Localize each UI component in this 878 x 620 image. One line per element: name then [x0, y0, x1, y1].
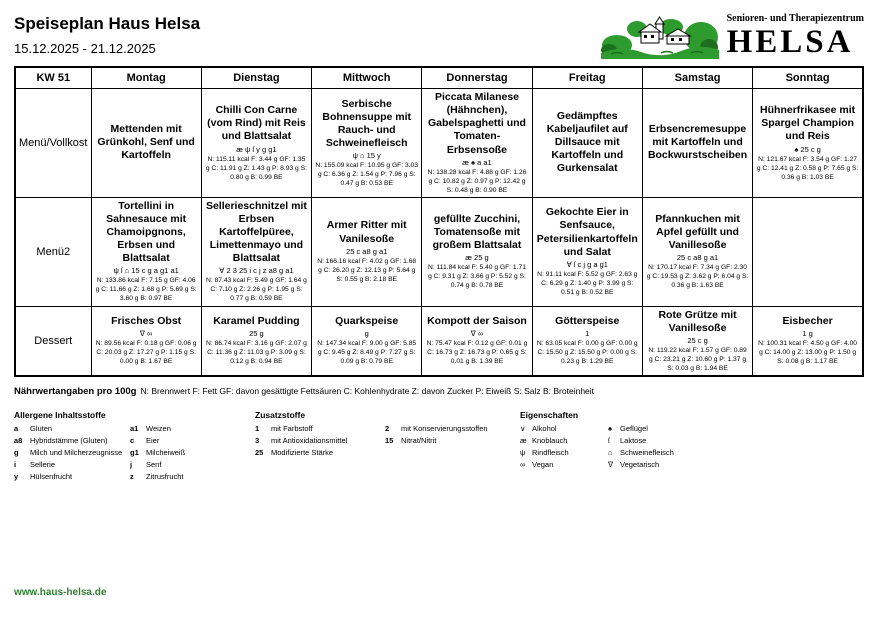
- menu-cell: [312, 306, 422, 376]
- day-header-donnerstag: Donnerstag: [422, 67, 532, 89]
- day-header-dienstag: Dienstag: [201, 67, 311, 89]
- legend-item: [520, 448, 608, 457]
- menu-cell-empty: [753, 197, 863, 306]
- menu-cell: [201, 89, 311, 198]
- legend-label: Geflügel: [620, 423, 648, 433]
- legend-item: [385, 436, 513, 445]
- legend-label: Vegan: [532, 459, 554, 469]
- legend-code: 2: [385, 423, 390, 433]
- nutrition-values: N: 111.84 kcal F: 5.40 g GF: 1.71 g C: 9.31 g Z: 3.66 g P: 5.52 g S: 0.74 g B: 0.78 BE: [428, 264, 526, 290]
- legend-item: [130, 448, 252, 457]
- legend-label: Zitrusfrucht: [146, 471, 184, 481]
- vegan-icon: ∞: [520, 459, 526, 469]
- allergen-codes: ∇ ∞: [139, 329, 153, 339]
- legend-label: Hybridstämme (Gluten): [30, 435, 108, 445]
- allergen-legend-items: [14, 424, 252, 481]
- legend-code: y: [14, 471, 19, 481]
- allergen-codes: ∇ ∞: [470, 329, 484, 339]
- legend-item: [608, 424, 770, 433]
- menu-cell: [753, 89, 863, 198]
- menu-cell: [642, 89, 752, 198]
- menu-cell: [312, 89, 422, 198]
- menu-cell: [422, 306, 532, 376]
- page-header: [14, 12, 864, 60]
- legend-item: [14, 472, 130, 481]
- nutrition-key-title: Nährwertangaben pro 100g: [14, 385, 137, 397]
- legend-label: Hülsenfrucht: [30, 471, 73, 481]
- menu-cell: [422, 197, 532, 306]
- nutrition-values: N: 133.86 kcal F: 7.15 g GF: 4.06 g C: 11.66 g Z: 1.68 g P: 5.69 g S: 3.60 g B: 0.97 BE: [95, 277, 197, 303]
- legend-label: mit Konservierungsstoffen: [401, 423, 488, 433]
- garlic-icon: æ: [520, 435, 527, 445]
- weekly-menu-table: [14, 66, 864, 377]
- date-range: 15.12.2025 - 21.12.2025: [14, 41, 156, 56]
- dish-name: Frisches Obst: [111, 315, 182, 328]
- speiseplan-page: [14, 0, 864, 481]
- day-header-mittwoch: Mittwoch: [312, 67, 422, 89]
- legend-item: [255, 436, 385, 445]
- legend-label: Milch und Milcherzeugnisse: [30, 447, 123, 457]
- allergen-codes: ψ ⌂ 15 y: [352, 151, 381, 161]
- dish-name: Quarkspeise: [335, 315, 399, 328]
- day-header-montag: Montag: [91, 67, 201, 89]
- legend-item: [255, 448, 385, 457]
- legend-code: a1: [130, 423, 139, 433]
- lactose-icon: ſ: [608, 435, 610, 445]
- legend-label: Schweinefleisch: [620, 447, 674, 457]
- dish-name: Götterspeise: [555, 315, 620, 328]
- properties-legend: [520, 410, 770, 469]
- legend-code: j: [130, 459, 133, 469]
- nutrition-values: N: 170.17 kcal F: 7.34 g GF: 2.30 g C: 19.53 g Z: 3.62 g P: 6.04 g S: 0.36 g B: 1.63 BE: [646, 264, 749, 290]
- legend-item: [608, 448, 770, 457]
- row-label-menu2: Menü2: [15, 197, 91, 306]
- allergen-codes: æ ψ ſ y g g1: [236, 144, 277, 154]
- nutrition-key-text: N: Brennwert F: Fett GF: davon gesättigte Fettsäuren C: Kohlenhydrate Z: davon Zucker P: Eiweiß S: Salz B: Broteinheit: [140, 385, 595, 396]
- table-row-dessert: [15, 306, 863, 376]
- legend-item: [130, 424, 252, 433]
- nutrition-values: N: 91.11 kcal F: 5.52 g GF: 2.63 g C: 6.29 g Z: 1.40 g P: 3.99 g S: 0.51 g B: 0.52 BE: [537, 270, 638, 296]
- page-title: Speiseplan Haus Helsa: [14, 14, 201, 33]
- dish-name: Armer Ritter mit Vanilesoße: [326, 219, 407, 245]
- allergen-codes: æ 25 g: [465, 253, 489, 263]
- dish-name: Hühnerfrikasee mit Spargel Champion und Reis: [760, 104, 856, 143]
- logo-brand-name: HELSA: [726, 24, 854, 60]
- day-header-sonntag: Sonntag: [753, 67, 863, 89]
- legend-code: 3: [255, 435, 260, 445]
- additive-legend-items: [255, 424, 513, 457]
- nutrition-values: N: 63.05 kcal F: 0.00 g GF: 0.00 g C: 15.50 g Z: 15.50 g P: 0.00 g S: 0.23 g B: 1.29 BE: [536, 340, 638, 366]
- legend-item: [14, 424, 130, 433]
- legend-label: Weizen: [146, 423, 171, 433]
- legend-item: [608, 460, 770, 469]
- dish-name: Gedämpftes Kabeljaufilet auf Dillsauce mit Kartoffeln und Gurkensalat: [546, 109, 628, 175]
- dish-name: Eisbecher: [782, 315, 833, 328]
- legend-item: [130, 472, 252, 481]
- properties-legend-title: Eigenschaften: [520, 409, 579, 420]
- dish-name: Serbische Bohnensuppe mit Rauch- und Schweinefleisch: [322, 97, 412, 149]
- nutrition-values: N: 121.67 kcal F: 3.54 g GF: 1.27 g C: 12.41 g Z: 0.58 g P: 7.65 g S: 0.36 g B: 1.03 BE: [756, 155, 859, 181]
- allergen-codes: ∀ ſ c j g a g1: [566, 259, 608, 269]
- helsa-logo: [601, 14, 864, 59]
- additive-legend: [255, 410, 513, 457]
- legend-label: Senf: [146, 459, 162, 469]
- legend-code: a8: [14, 435, 23, 445]
- logo-text: [727, 14, 864, 59]
- legend-code: c: [130, 435, 135, 445]
- dish-name: Sellerieschnitzel mit Erbsen Kartoffelpüree, Limettenmayo und Blattsalat: [205, 199, 307, 265]
- legend-code: a: [14, 423, 19, 433]
- menu-cell: [201, 197, 311, 306]
- dish-name: Mettenden mit Grünkohl, Senf und Kartoffeln: [97, 122, 195, 161]
- menu-cell: [201, 306, 311, 376]
- dish-name: Piccata Milanese (Hähnchen), Gabelspaghetti und Tomaten-Erbsensoße: [427, 91, 526, 156]
- menu-cell: [642, 197, 752, 306]
- table-row-menu2: [15, 197, 863, 306]
- nutrition-values: N: 119.22 kcal F: 1.57 g GF: 0.89 g C: 23.21 g Z: 10.60 g P: 1.37 g S: 0.03 g B: 1.94 BE: [648, 346, 747, 372]
- legend-label: Nitrat/Nitrit: [401, 435, 437, 445]
- additive-legend-title: Zusatzstoffe: [255, 409, 306, 420]
- legend-label: Laktose: [620, 435, 647, 445]
- nutrition-values: N: 86.74 kcal F: 3.16 g GF: 2.07 g C: 11.36 g Z: 11.03 g P: 3.09 g S: 0.12 g B: 0.94 BE: [206, 340, 307, 366]
- table-header-row: [15, 67, 863, 89]
- legend-code: 1: [255, 423, 260, 433]
- nutrition-values: N: 100.31 kcal F: 4.50 g GF: 4.00 g C: 14.00 g Z: 13.00 g P: 1.50 g S: 0.08 g B: 1.17 BE: [758, 340, 858, 366]
- menu-cell: [422, 89, 532, 198]
- allergen-codes: 25 g: [249, 329, 264, 339]
- legend-code: g: [14, 447, 19, 457]
- legend-item: [608, 436, 770, 445]
- legend-item: [14, 436, 130, 445]
- nutrition-values: N: 115.11 kcal F: 3.44 g GF: 1.35 g C: 11.91 g Z: 1.43 g P: 8.93 g S: 0.80 g B: 0.99 BE: [205, 155, 307, 181]
- dish-name: Tortellini in Sahnesauce mit Chamoipgnons, Erbsen und Blattsalat: [106, 199, 187, 265]
- legend-code: 25: [255, 447, 264, 457]
- legend-item: [520, 436, 608, 445]
- nutrition-values: N: 87.43 kcal F: 5.49 g GF: 1.64 g C: 7.10 g Z: 2.26 g P: 1.95 g S: 0.77 g B: 0.59 BE: [206, 277, 307, 303]
- nutrition-key-line: [14, 386, 864, 397]
- legend-code: 15: [385, 435, 394, 445]
- legend-item: [520, 460, 608, 469]
- allergen-codes: 25 c a8 g a1: [676, 253, 719, 263]
- menu-cell: [532, 89, 642, 198]
- dish-name: Chilli Con Carne (vom Rind) mit Reis und Blattsalat: [207, 104, 306, 143]
- legend-label: Sellerie: [30, 459, 56, 469]
- legend-section: [14, 409, 864, 481]
- menu-cell: [91, 89, 201, 198]
- legend-label: Milcheiweiß: [146, 447, 186, 457]
- legend-item: [520, 424, 608, 433]
- allergen-codes: ψ ſ ⌂ 15 c g a g1 a1: [113, 266, 179, 276]
- menu-cell: [91, 306, 201, 376]
- allergen-codes: 1 g: [802, 329, 813, 339]
- helsa-logo-graphic: [601, 15, 719, 59]
- logo-org-name: Senioren- und Therapiezentrum: [726, 13, 864, 24]
- dish-name: Gekochte Eier in Senfsauce, Petersilienkartoffeln und Salat: [536, 206, 638, 258]
- dish-name: gefüllte Zucchini, Tomatensoße mit großem Blattsalat: [432, 212, 522, 252]
- day-header-freitag: Freitag: [532, 67, 642, 89]
- menu-cell: [532, 306, 642, 376]
- dish-name: Erbsencremesuppe mit Kartoffeln und Bockwurstscheiben: [647, 122, 748, 161]
- legend-label: Gluten: [30, 423, 53, 433]
- pork-icon: ⌂: [608, 447, 613, 457]
- menu-cell: [91, 197, 201, 306]
- dish-name: Karamel Pudding: [213, 315, 300, 328]
- allergen-codes: 25 c a8 g a1: [346, 246, 388, 256]
- allergen-codes: 1: [585, 329, 590, 339]
- legend-item: [130, 436, 252, 445]
- nutrition-values: N: 155.09 kcal F: 10.95 g GF: 3.03 g C: 6.36 g Z: 1.54 g P: 7.96 g S: 0.47 g B: 0.53 BE: [315, 162, 418, 188]
- legend-item: [255, 424, 385, 433]
- allergen-legend-title: Allergene Inhaltsstoffe: [14, 409, 106, 420]
- legend-label: mit Farbstoff: [271, 423, 313, 433]
- allergen-codes: ∀ 2 3 25 i c j z a8 g a1: [219, 266, 294, 276]
- legend-code: i: [14, 459, 17, 469]
- menu-cell: [753, 306, 863, 376]
- allergen-codes: æ ♠ a a1: [462, 157, 492, 167]
- legend-item: [14, 448, 130, 457]
- poultry-icon: ♠: [608, 423, 612, 433]
- legend-label: Vegetarisch: [620, 459, 660, 469]
- vegetarian-icon: ∇: [608, 459, 614, 469]
- properties-legend-items: [520, 424, 770, 469]
- dish-name: Kompott der Saison: [427, 315, 527, 328]
- legend-label: Alkohol: [532, 423, 557, 433]
- day-header-samstag: Samstag: [642, 67, 752, 89]
- menu-cell: [312, 197, 422, 306]
- menu-cell: [532, 197, 642, 306]
- menu-cell: [642, 306, 752, 376]
- website-link[interactable]: www.haus-helsa.de: [14, 587, 107, 598]
- legend-label: Knoblauch: [532, 435, 568, 445]
- nutrition-values: N: 147.34 kcal F: 9.00 g GF: 5.85 g C: 9.45 g Z: 8.49 g P: 7.27 g S: 0.09 g B: 0.79 BE: [317, 340, 417, 366]
- week-label: KW 51: [15, 67, 91, 89]
- legend-label: Modifizierte Stärke: [271, 447, 334, 457]
- legend-label: Eier: [146, 435, 160, 445]
- row-label-menu-vollkost: Menü/Vollkost: [15, 89, 91, 198]
- legend-item: [14, 460, 130, 469]
- alcohol-icon: ∨: [520, 423, 526, 433]
- nutrition-values: N: 166.16 kcal F: 4.02 g GF: 1.68 g C: 26.20 g Z: 12.13 g P: 5.64 g S: 0.55 g B: 2.18 BE: [317, 257, 417, 283]
- table-row-menu-vollkost: [15, 89, 863, 198]
- legend-label: mit Antioxidationsmittel: [271, 435, 348, 445]
- allergen-codes: ♠ 25 c g: [794, 144, 821, 154]
- beef-icon: ψ: [520, 447, 526, 457]
- legend-item: [130, 460, 252, 469]
- allergen-codes: 25 c g: [687, 335, 708, 345]
- legend-code: z: [130, 471, 134, 481]
- dish-name: Rote Grütze mit Vanillesoße: [658, 308, 737, 334]
- row-label-dessert: Dessert: [15, 306, 91, 376]
- title-block: [14, 12, 200, 56]
- nutrition-values: N: 89.56 kcal F: 0.18 g GF: 0.06 g C: 20.03 g Z: 17.27 g P: 1.15 g S: 0.00 g B: 1.67 BE: [95, 340, 197, 366]
- allergen-codes: g: [364, 329, 369, 339]
- nutrition-values: N: 75.47 kcal F: 0.12 g GF: 0.01 g C: 16.73 g Z: 16.73 g P: 0.65 g S: 0.01 g B: 1.39 BE: [426, 340, 528, 366]
- legend-code: g1: [130, 447, 139, 457]
- allergen-legend: [14, 410, 252, 481]
- legend-item: [385, 424, 513, 433]
- dish-name: Pfannkuchen mit Apfel gefüllt und Vanillesoße: [655, 212, 740, 252]
- legend-label: Rindfleisch: [532, 447, 569, 457]
- nutrition-values: N: 138.28 kcal F: 4.88 g GF: 1.26 g C: 10.82 g Z: 0.97 g P: 12.42 g S: 0.48 g B: 0.90 BE: [427, 168, 527, 194]
